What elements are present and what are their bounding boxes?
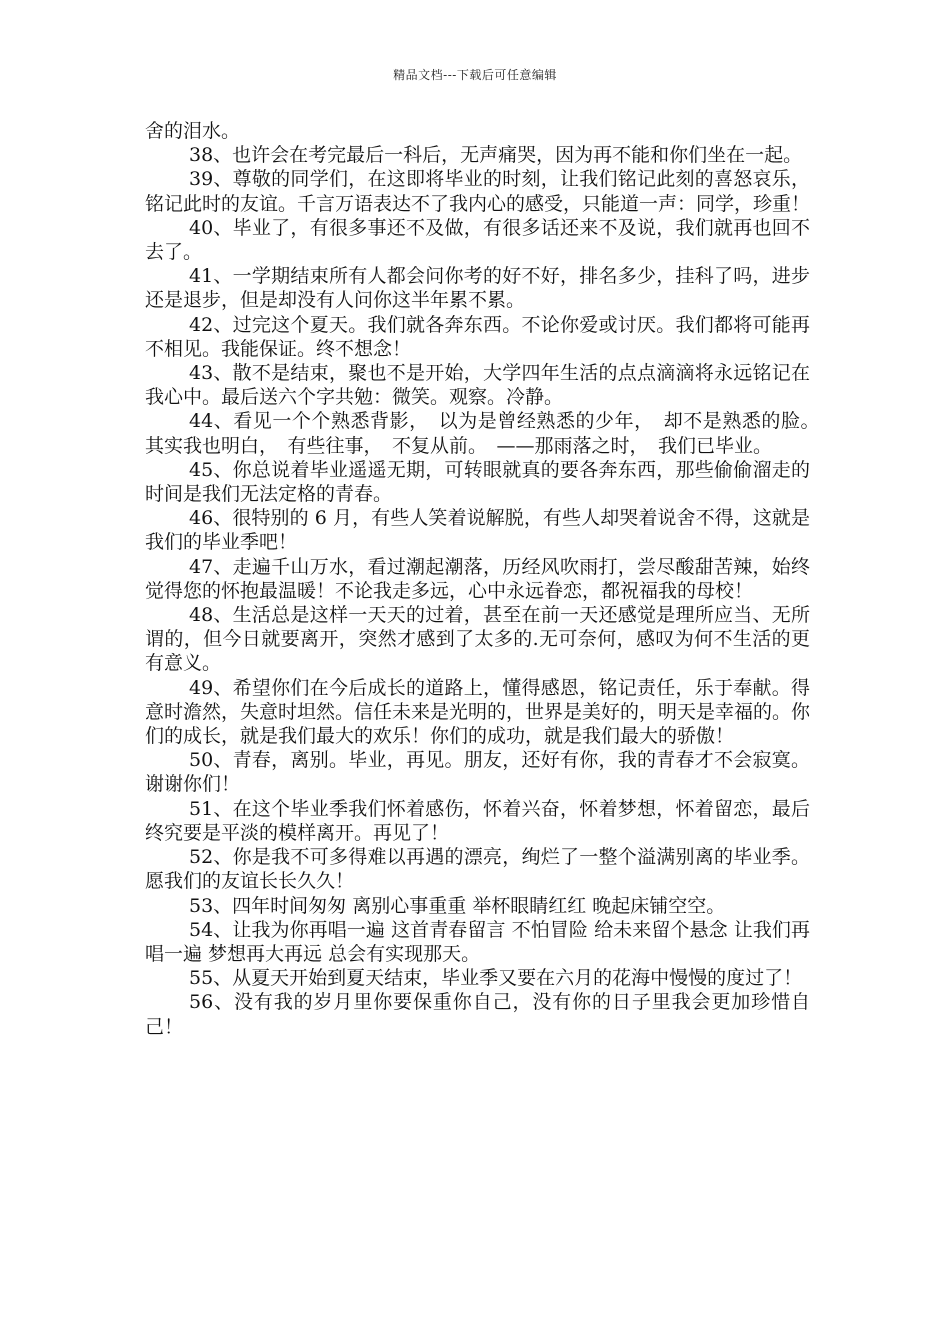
paragraph: 38、也许会在考完最后一科后，无声痛哭，因为再不能和你们坐在一起。 <box>189 144 803 167</box>
paragraph: 47、走遍千山万水，看过潮起潮落，历经风吹雨打，尝尽酸甜苦辣，始终觉得您的怀抱最温暖！不论我走多远，心中永远眷恋，都祝福我的母校！ <box>145 555 810 602</box>
paragraph: 39、尊敬的同学们，在这即将毕业的时刻，让我们铭记此刻的喜怒哀乐，铭记此时的友谊。千言万语表达不了我内心的感受，只能道一声：同学，珍重！ <box>145 168 811 215</box>
paragraph: 53、四年时间匆匆 离别心事重重 举杯眼睛红红 晚起床铺空空。 <box>189 894 726 917</box>
paragraph: 55、从夏天开始到夏天结束，毕业季又要在六月的花海中慢慢的度过了！ <box>189 967 803 990</box>
paragraph: 42、过完这个夏天。我们就各奔东西。不论你爱或讨厌。我们都将可能再不相见。我能保证。终不想念！ <box>145 313 810 360</box>
paragraph: 41、一学期结束所有人都会问你考的好不好，排名多少，挂科了吗，进步还是退步，但是却没有人问你这半年累不累。 <box>145 265 810 312</box>
paragraph: 56、没有我的岁月里你要保重你自己，没有你的日子里我会更加珍惜自己！ <box>145 991 810 1038</box>
document-body <box>145 119 830 1039</box>
paragraph: 51、在这个毕业季我们怀着感伤，怀着兴奋，怀着梦想，怀着留恋，最后终究要是平淡的模样离开。再见了！ <box>145 797 810 844</box>
paragraph: 49、希望你们在今后成长的道路上，懂得感恩，铭记责任，乐于奉献。得意时澹然，失意时坦然。信任未来是光明的，世界是美好的，明天是幸福的。你们的成长，就是我们最大的欢乐！你们的成功，就是我们最大的骄傲！ <box>145 676 811 748</box>
paragraph: 50、青春，离别。毕业，再见。朋友，还好有你，我的青春才不会寂寞。谢谢你们！ <box>145 749 810 796</box>
paragraph: 52、你是我不可多得难以再遇的漂亮，绚烂了一整个溢满别离的毕业季。愿我们的友谊长长久久！ <box>145 846 810 893</box>
paragraph: 44、看见一个个熟悉背影， 以为是曾经熟悉的少年， 却不是熟悉的脸。 其实我也明白， 有些往事， 不复从前。 ——那雨落之时， 我们已毕业。 <box>145 410 830 457</box>
page-header: 精品文档---下载后可任意编辑 <box>393 68 557 82</box>
paragraph: 46、很特别的 6 月，有些人笑着说解脱，有些人却哭着说舍不得，这就是我们的毕业季吧！ <box>145 507 810 554</box>
paragraph: 43、散不是结束，聚也不是开始，大学四年生活的点点滴滴将永远铭记在我心中。最后送六个字共勉：微笑。观察。冷静。 <box>145 362 810 409</box>
paragraph: 54、让我为你再唱一遍 这首青春留言 不怕冒险 给未来留个悬念 让我们再唱一遍 梦想再大再远 总会有实现那天。 <box>145 918 810 965</box>
paragraph: 舍的泪水。 <box>145 120 241 142</box>
paragraph: 45、你总说着毕业遥遥无期，可转眼就真的要各奔东西，那些偷偷溜走的时间是我们无法定格的青春。 <box>145 458 810 506</box>
paragraph: 40、毕业了，有很多事还不及做，有很多话还来不及说，我们就再也回不去了。 <box>145 216 810 264</box>
paragraph: 48、生活总是这样一天天的过着，甚至在前一天还感觉是理所应当、无所谓的，但今日就要离开，突然才感到了太多的.无可奈何，感叹为何不生活的更有意义。 <box>145 604 810 675</box>
